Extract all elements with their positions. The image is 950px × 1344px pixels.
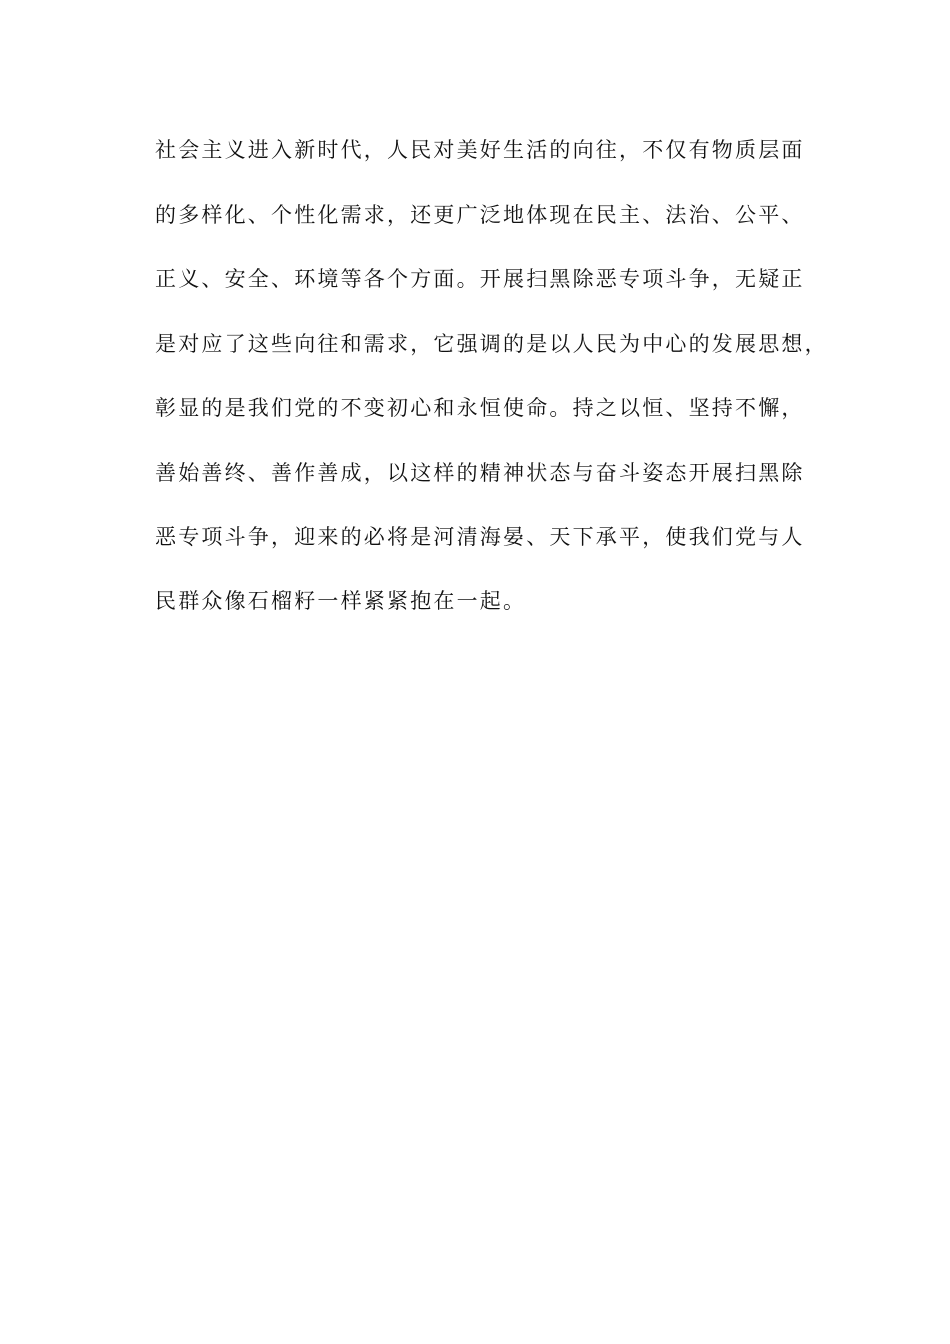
paragraph-line: 的多样化、个性化需求，还更广泛地体现在民主、法治、公平、 [155, 203, 805, 227]
paragraph-line: 正义、安全、环境等各个方面。开展扫黑除恶专项斗争，无疑正 [155, 267, 805, 291]
paragraph-line: 是对应了这些向往和需求，它强调的是以人民为中心的发展思想， [155, 332, 828, 356]
paragraph-line: 善始善终、善作善成，以这样的精神状态与奋斗姿态开展扫黑除 [155, 461, 805, 485]
paragraph-line: 民群众像石榴籽一样紧紧抱在一起。 [155, 589, 527, 613]
paragraph-line: 恶专项斗争，迎来的必将是河清海晏、天下承平，使我们党与人 [155, 525, 805, 549]
paragraph-line: 社会主义进入新时代，人民对美好生活的向往，不仅有物质层面 [155, 138, 805, 162]
paragraph-line: 彰显的是我们党的不变初心和永恒使命。持之以恒、坚持不懈， [155, 396, 805, 420]
